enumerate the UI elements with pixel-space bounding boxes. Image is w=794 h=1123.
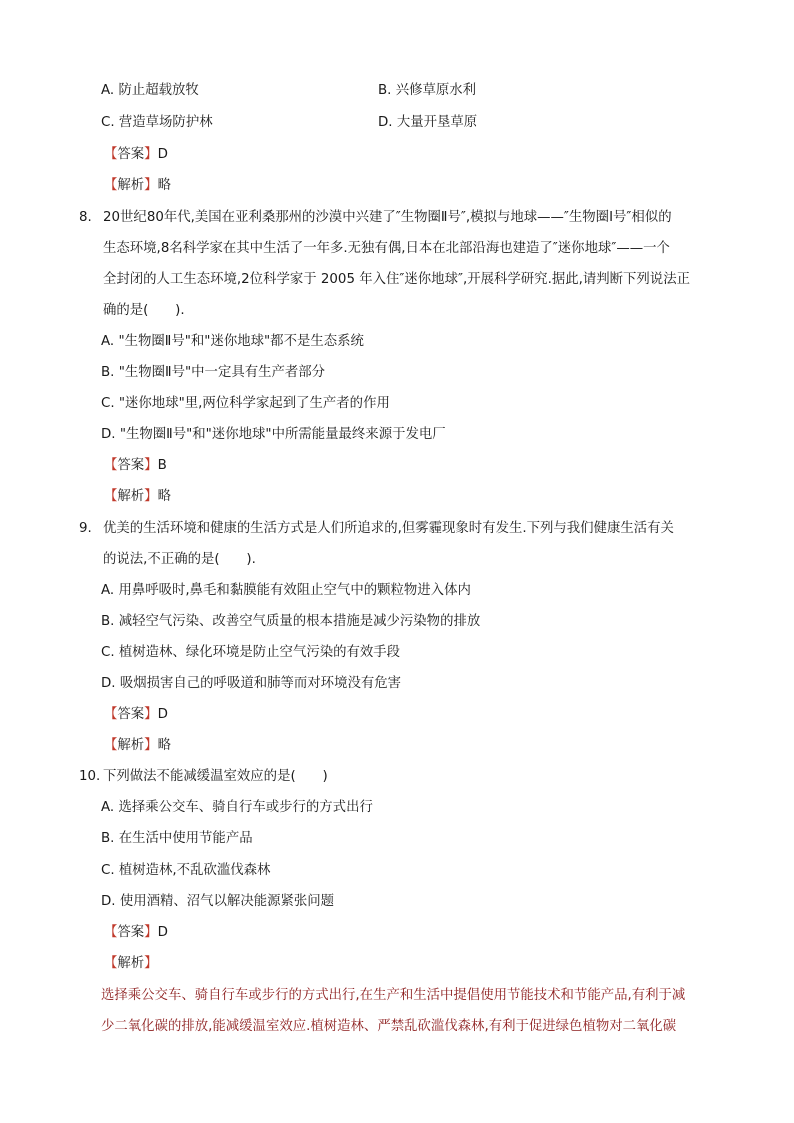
q9-analysis (104, 736, 171, 756)
answer-value: D (157, 147, 168, 162)
q10-explanation-line: 选择乘公交车、骑自行车或步行的方式出行,在生产和生活中提倡使用节能技术和节能产品,有利于减 (101, 988, 686, 1003)
analysis-value: 略 (157, 178, 171, 193)
answer-value: D (157, 925, 168, 940)
q9-option-a: A. 用鼻呼吸时,鼻毛和黏膜能有效阻止空气中的颗粒物进入体内 (101, 583, 471, 598)
bracket-left: 【 (104, 707, 118, 722)
bracket-left: 【 (104, 147, 118, 162)
q8-stem-line: 确的是( ). (103, 303, 185, 318)
q9-number: 9. (79, 521, 92, 536)
analysis-label: 解析 (117, 956, 145, 971)
analysis-label: 解析 (117, 178, 145, 193)
q10-stem-line: 下列做法不能减缓温室效应的是( ) (103, 769, 328, 784)
q7-answer (104, 145, 168, 165)
answer-label: 答案 (117, 147, 145, 162)
answer-label: 答案 (117, 925, 145, 940)
q9-option-b: B. 减轻空气污染、改善空气质量的根本措施是减少污染物的排放 (101, 614, 481, 629)
q9-option-d: D. 吸烟损害自己的呼吸道和肺等而对环境没有危害 (101, 676, 402, 691)
q10-analysis (104, 954, 158, 974)
answer-label: 答案 (117, 707, 145, 722)
analysis-label: 解析 (117, 738, 145, 753)
q8-analysis (104, 487, 171, 507)
bracket-left: 【 (104, 178, 118, 193)
analysis-value: 略 (157, 489, 171, 504)
q8-number: 8. (79, 210, 92, 225)
answer-value: B (157, 458, 167, 473)
bracket-right: 】 (144, 458, 158, 473)
bracket-right: 】 (144, 925, 158, 940)
q9-stem-line: 的说法,不正确的是( ). (103, 552, 256, 567)
q7-option-c: C. 营造草场防护林 (101, 115, 213, 130)
bracket-left: 【 (104, 956, 118, 971)
bracket-right: 】 (144, 489, 158, 504)
q8-option-c: C. "迷你地球"里,两位科学家起到了生产者的作用 (101, 396, 390, 411)
q9-stem-line: 优美的生活环境和健康的生活方式是人们所追求的,但雾霾现象时有发生.下列与我们健康生活有关 (103, 521, 674, 536)
q8-option-d: D. "生物圈Ⅱ号"和"迷你地球"中所需能量最终来源于发电厂 (101, 427, 446, 442)
q8-stem-line: 全封闭的人工生态环境,2位科学家于 2005 年入住″迷你地球″,开展科学研究.据此,请判断下列说法正 (103, 272, 690, 287)
answer-value: D (157, 707, 168, 722)
analysis-value: 略 (157, 738, 171, 753)
bracket-left: 【 (104, 925, 118, 940)
q8-stem-line: 20世纪80年代,美国在亚利桑那州的沙漠中兴建了″生物圈Ⅱ号″,模拟与地球——″生物圈Ⅰ号″相似的 (103, 210, 672, 225)
q8-stem-line: 生态环境,8名科学家在其中生活了一年多.无独有偶,日本在北部沿海也建造了″迷你地球″——一个 (103, 241, 670, 256)
q8-option-b: B. "生物圈Ⅱ号"中一定具有生产者部分 (101, 365, 326, 380)
q10-answer (104, 923, 168, 943)
q7-analysis (104, 176, 171, 196)
q7-option-b: B. 兴修草原水利 (378, 83, 477, 98)
q9-option-c: C. 植树造林、绿化环境是防止空气污染的有效手段 (101, 645, 401, 660)
q10-explanation-line: 少二氧化碳的排放,能减缓温室效应.植树造林、严禁乱砍滥伐森林,有利于促进绿色植物对二氧化碳 (101, 1019, 677, 1034)
q8-answer (104, 456, 167, 476)
bracket-right: 】 (144, 956, 158, 971)
bracket-right: 】 (144, 147, 158, 162)
q8-option-a: A. "生物圈Ⅱ号"和"迷你地球"都不是生态系统 (101, 334, 364, 349)
q9-answer (104, 705, 168, 725)
analysis-label: 解析 (117, 489, 145, 504)
bracket-left: 【 (104, 458, 118, 473)
bracket-left: 【 (104, 489, 118, 504)
bracket-left: 【 (104, 738, 118, 753)
q10-number: 10. (79, 769, 101, 784)
bracket-right: 】 (144, 707, 158, 722)
bracket-right: 】 (144, 178, 158, 193)
q10-option-c: C. 植树造林,不乱砍滥伐森林 (101, 863, 271, 878)
q10-option-d: D. 使用酒精、沼气以解决能源紧张问题 (101, 894, 335, 909)
answer-label: 答案 (117, 458, 145, 473)
bracket-right: 】 (144, 738, 158, 753)
q10-option-b: B. 在生活中使用节能产品 (101, 831, 253, 846)
q7-option-d: D. 大量开垦草原 (378, 115, 478, 130)
q7-option-a: A. 防止超载放牧 (101, 83, 199, 98)
q10-option-a: A. 选择乘公交车、骑自行车或步行的方式出行 (101, 800, 373, 815)
